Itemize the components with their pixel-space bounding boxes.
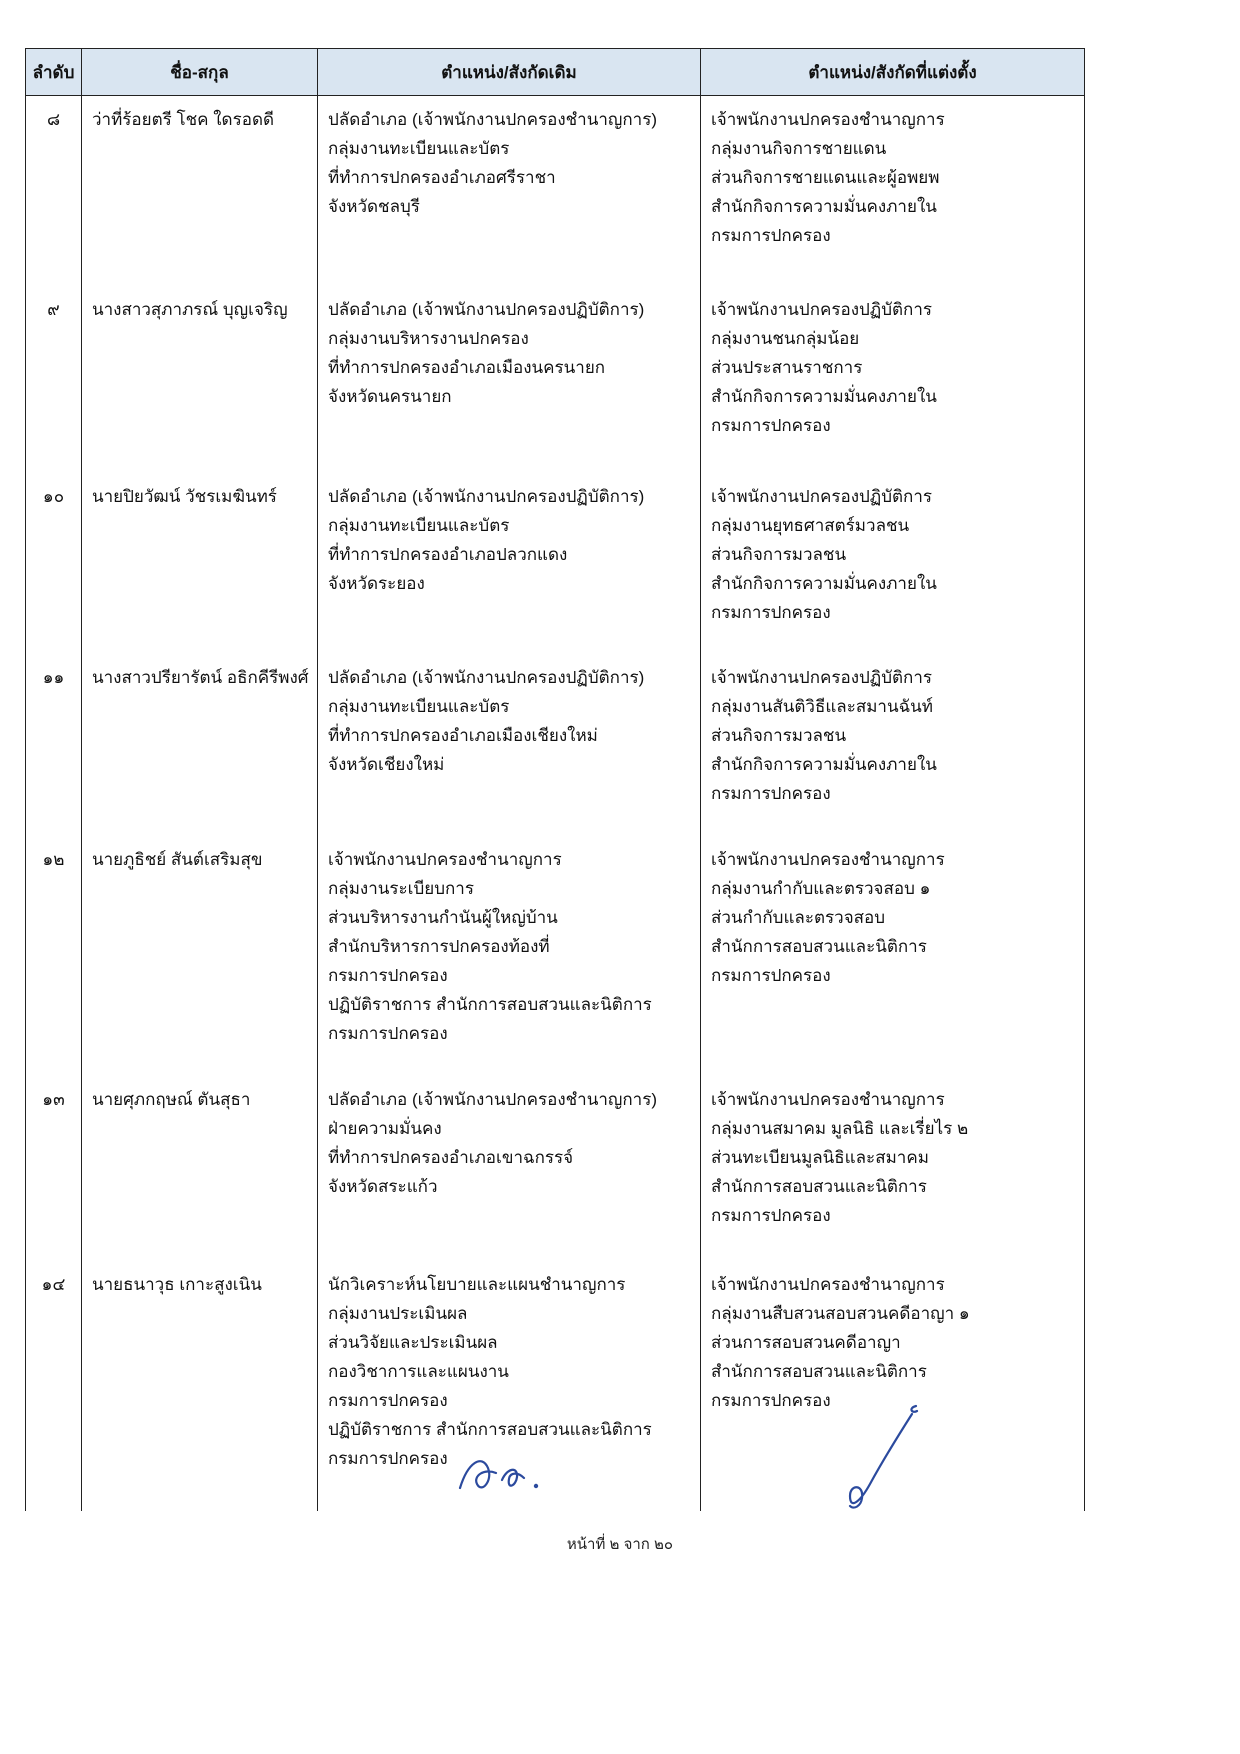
new-position-line: เจ้าพนักงานปกครองชำนาญการ: [711, 1275, 945, 1294]
old-position-line: กรมการปกครอง: [328, 1024, 448, 1043]
table-row: [26, 473, 1085, 654]
table-row: [26, 836, 1085, 1076]
old-position-line: ที่ทำการปกครองอำเภอเมืองนครนายก: [328, 358, 606, 377]
row-number-cell: [26, 96, 82, 286]
new-position-line: กรมการปกครอง: [711, 416, 831, 435]
old-position-line: ปฏิบัติราชการ สำนักการสอบสวนและนิติการ: [328, 995, 652, 1014]
new-position-line: กลุ่มงานชนกลุ่มน้อย: [711, 329, 860, 348]
old-position-line: จังหวัดนครนายก: [328, 387, 452, 406]
new-position-line: กลุ่มงานกำกับและตรวจสอบ ๑: [711, 879, 931, 898]
row-number: ๑๐: [42, 487, 65, 506]
person-name: นางสาวปรียารัตน์ อธิกคีรีพงศ์: [92, 668, 309, 687]
old-position-line: กองวิชาการและแผนงาน: [328, 1362, 509, 1381]
new-position-line: ส่วนการสอบสวนคดีอาญา: [711, 1333, 901, 1352]
row-number-cell: [26, 836, 82, 1076]
old-position-line: ที่ทำการปกครองอำเภอเมืองเชียงใหม่: [328, 726, 598, 745]
old-position-cell: [318, 286, 701, 473]
new-position-line: ส่วนกิจการมวลชน: [711, 726, 847, 745]
new-position-line: สำนักกิจการความมั่นคงภายใน: [711, 387, 937, 406]
appointments-table: [25, 48, 1085, 1511]
old-position-line: ที่ทำการปกครองอำเภอเขาฉกรรจ์: [328, 1148, 574, 1167]
row-number-cell: [26, 1076, 82, 1261]
old-position-line: ที่ทำการปกครองอำเภอศรีราชา: [328, 168, 556, 187]
old-position-line: ส่วนบริหารงานกำนันผู้ใหญ่บ้าน: [328, 908, 558, 927]
old-position-line: จังหวัดชลบุรี: [328, 197, 420, 216]
old-position-line: กลุ่มงานบริหารงานปกครอง: [328, 329, 529, 348]
old-position-line: ส่วนวิจัยและประเมินผล: [328, 1333, 498, 1352]
new-position-line: ส่วนทะเบียนมูลนิธิและสมาคม: [711, 1148, 929, 1167]
row-number-cell: [26, 286, 82, 473]
old-position-line: จังหวัดสระแก้ว: [328, 1177, 438, 1196]
new-position-line: สำนักการสอบสวนและนิติการ: [711, 1177, 927, 1196]
new-position-line: สำนักกิจการความมั่นคงภายใน: [711, 755, 937, 774]
new-position-line: เจ้าพนักงานปกครองปฏิบัติการ: [711, 300, 933, 319]
new-position-line: กลุ่มงานกิจการชายแดน: [711, 139, 887, 158]
table-row: [26, 96, 1085, 286]
new-position-cell: [701, 654, 1085, 836]
table-row: [26, 1076, 1085, 1261]
new-position-cell: [701, 96, 1085, 286]
old-position-line: จังหวัดระยอง: [328, 574, 425, 593]
row-number: ๑๓: [42, 1090, 65, 1109]
new-position-line: สำนักกิจการความมั่นคงภายใน: [711, 574, 937, 593]
name-cell: [82, 473, 318, 654]
person-name: นางสาวสุภาภรณ์ บุญเจริญ: [92, 300, 288, 319]
old-position-line: ปลัดอำเภอ (เจ้าพนักงานปกครองชำนาญการ): [328, 1090, 657, 1109]
new-position-line: ส่วนกิจการมวลชน: [711, 545, 847, 564]
new-position-line: ส่วนประสานราชการ: [711, 358, 863, 377]
old-position-line: จังหวัดเชียงใหม่: [328, 755, 445, 774]
new-position-cell: [701, 1076, 1085, 1261]
new-position-line: เจ้าพนักงานปกครองชำนาญการ: [711, 850, 945, 869]
old-position-line: กลุ่มงานประเมินผล: [328, 1304, 468, 1323]
name-cell: [82, 96, 318, 286]
new-position-line: เจ้าพนักงานปกครองปฏิบัติการ: [711, 487, 933, 506]
row-number: ๑๔: [41, 1275, 66, 1294]
name-cell: [82, 1261, 318, 1511]
new-position-line: สำนักกิจการความมั่นคงภายใน: [711, 197, 937, 216]
new-position-cell: [701, 473, 1085, 654]
old-position-line: ที่ทำการปกครองอำเภอปลวกแดง: [328, 545, 568, 564]
new-position-line: กรมการปกครอง: [711, 1206, 831, 1225]
table-header-row: [26, 48, 1085, 96]
old-position-line: กลุ่มงานระเบียบการ: [328, 879, 474, 898]
header-new-position: ตำแหน่ง/สังกัดที่แต่งตั้ง: [701, 48, 1085, 96]
row-number: ๘: [46, 110, 61, 129]
handwritten-initials-icon: [452, 1448, 562, 1506]
new-position-line: กรมการปกครอง: [711, 1391, 831, 1410]
new-position-line: กลุ่มงานสืบสวนสอบสวนคดีอาญา ๑: [711, 1304, 970, 1323]
person-name: นายธนาวุธ เกาะสูงเนิน: [92, 1275, 262, 1294]
new-position-line: สำนักการสอบสวนและนิติการ: [711, 1362, 927, 1381]
old-position-cell: [318, 654, 701, 836]
header-name: ชื่อ-สกุล: [82, 48, 318, 96]
person-name: นายปิยวัฒน์ วัชรเมฆินทร์: [92, 487, 277, 506]
new-position-line: กรมการปกครอง: [711, 784, 831, 803]
header-order: ลำดับ: [26, 48, 82, 96]
old-position-cell: [318, 96, 701, 286]
handwritten-flourish-icon: [838, 1400, 924, 1520]
new-position-line: ส่วนกิจการชายแดนและผู้อพยพ: [711, 168, 940, 187]
old-position-line: กลุ่มงานทะเบียนและบัตร: [328, 697, 510, 716]
new-position-line: กลุ่มงานสันติวิธีและสมานฉันท์: [711, 697, 934, 716]
row-number-cell: [26, 1261, 82, 1511]
table-row: [26, 654, 1085, 836]
old-position-line: สำนักบริหารการปกครองท้องที่: [328, 937, 550, 956]
new-position-line: กรมการปกครอง: [711, 603, 831, 622]
old-position-line: ฝ่ายความมั่นคง: [328, 1119, 442, 1138]
old-position-line: กรมการปกครอง: [328, 1449, 448, 1468]
old-position-line: นักวิเคราะห์นโยบายและแผนชำนาญการ: [328, 1275, 626, 1294]
row-number: ๑๒: [42, 850, 65, 869]
new-position-line: เจ้าพนักงานปกครองชำนาญการ: [711, 1090, 945, 1109]
new-position-cell: [701, 286, 1085, 473]
old-position-cell: [318, 473, 701, 654]
old-position-line: เจ้าพนักงานปกครองชำนาญการ: [328, 850, 562, 869]
old-position-line: ปลัดอำเภอ (เจ้าพนักงานปกครองปฏิบัติการ): [328, 300, 645, 319]
name-cell: [82, 1076, 318, 1261]
old-position-line: ปฏิบัติราชการ สำนักการสอบสวนและนิติการ: [328, 1420, 652, 1439]
old-position-cell: [318, 836, 701, 1076]
new-position-line: สำนักการสอบสวนและนิติการ: [711, 937, 927, 956]
new-position-cell: [701, 836, 1085, 1076]
person-name: ว่าที่ร้อยตรี โชค ใดรอดดี: [92, 110, 275, 129]
row-number-cell: [26, 473, 82, 654]
old-position-cell: [318, 1076, 701, 1261]
old-position-line: กลุ่มงานทะเบียนและบัตร: [328, 516, 510, 535]
old-position-line: ปลัดอำเภอ (เจ้าพนักงานปกครองปฏิบัติการ): [328, 487, 645, 506]
name-cell: [82, 836, 318, 1076]
new-position-line: เจ้าพนักงานปกครองชำนาญการ: [711, 110, 945, 129]
new-position-line: กรมการปกครอง: [711, 966, 831, 985]
new-position-line: เจ้าพนักงานปกครองปฏิบัติการ: [711, 668, 933, 687]
row-number: ๙: [47, 300, 60, 319]
old-position-line: กรมการปกครอง: [328, 1391, 448, 1410]
page-footer: หน้าที่ ๒ จาก ๒๐: [566, 1536, 674, 1553]
person-name: นายภูธิชย์ สันต์เสริมสุข: [92, 850, 263, 869]
table-row: [26, 286, 1085, 473]
new-position-line: กรมการปกครอง: [711, 226, 831, 245]
old-position-line: ปลัดอำเภอ (เจ้าพนักงานปกครองชำนาญการ): [328, 110, 657, 129]
name-cell: [82, 654, 318, 836]
old-position-line: ปลัดอำเภอ (เจ้าพนักงานปกครองปฏิบัติการ): [328, 668, 645, 687]
new-position-line: กลุ่มงานยุทธศาสตร์มวลชน: [711, 516, 910, 535]
new-position-line: กลุ่มงานสมาคม มูลนิธิ และเรี่ยไร ๒: [711, 1119, 969, 1138]
new-position-line: ส่วนกำกับและตรวจสอบ: [711, 908, 886, 927]
person-name: นายศุภกฤษณ์ ตันสุธา: [92, 1090, 251, 1109]
name-cell: [82, 286, 318, 473]
row-number-cell: [26, 654, 82, 836]
old-position-line: กรมการปกครอง: [328, 966, 448, 985]
header-old-position: ตำแหน่ง/สังกัดเดิม: [318, 48, 701, 96]
row-number: ๑๑: [42, 668, 65, 687]
old-position-line: กลุ่มงานทะเบียนและบัตร: [328, 139, 510, 158]
